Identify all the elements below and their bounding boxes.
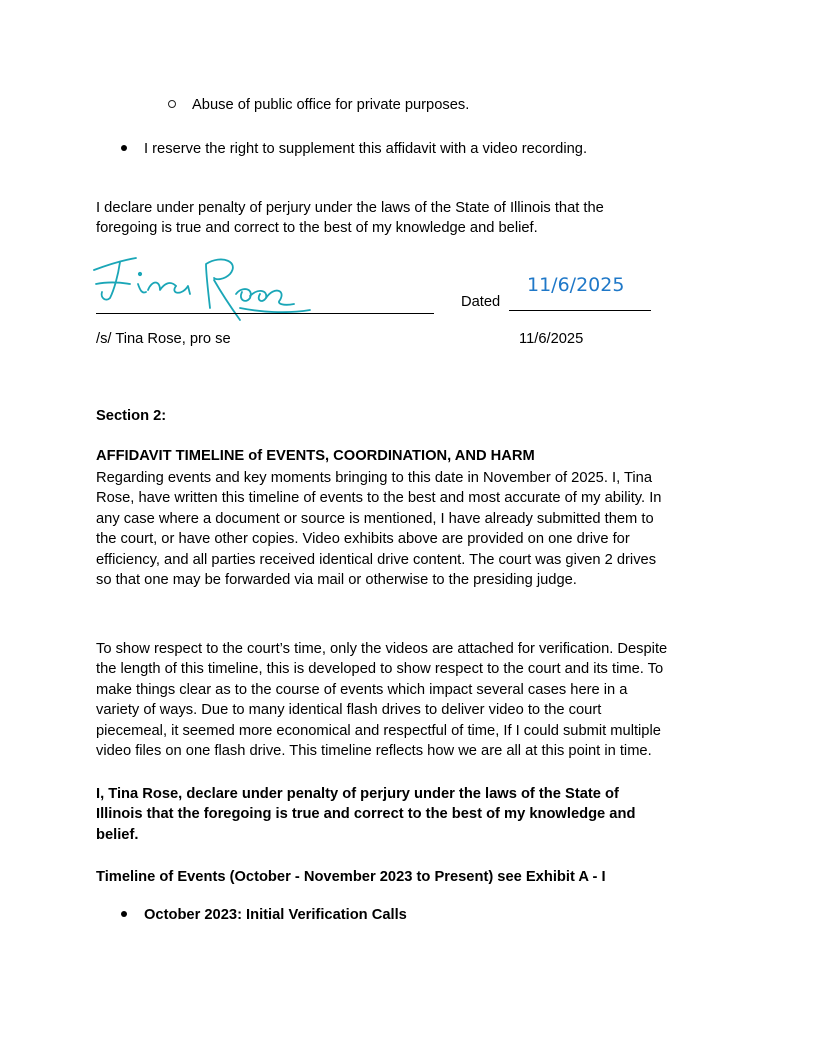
paragraph-line: make things clear as to the course of events which impact several cases here in a (96, 681, 628, 698)
signature-line (96, 313, 434, 314)
dot-bullet-icon (121, 911, 127, 917)
paragraph-line: Rose, have written this timeline of events to the best and most accurate of my ability. In (96, 490, 662, 507)
list-item: I reserve the right to supplement this affidavit with a video recording. (144, 141, 588, 157)
circle-bullet-icon (168, 100, 176, 108)
paragraph-line: so that one may be forwarded via mail or otherwise to the presiding judge. (96, 572, 577, 589)
date-line (509, 310, 651, 311)
timeline-heading: Timeline of Events (October - November 2023 to Present) see Exhibit A - I (96, 869, 606, 885)
timeline-item: October 2023: Initial Verification Calls (144, 907, 407, 923)
paragraph-line: piecemeal, it seemed more economical and respectful of time, If I could submit multiple (96, 722, 661, 739)
dot-bullet-icon (121, 145, 127, 151)
declaration-2 (96, 784, 736, 845)
declaration-line-2: foregoing is true and correct to the best of my knowledge and belief. (96, 220, 538, 236)
paragraph-line: Regarding events and key moments bringing to this date in November of 2025. I, Tina (96, 470, 652, 486)
declaration-line: Illinois that the foregoing is true and correct to the best of my knowledge and (96, 806, 636, 823)
paragraph-line: efficiency, and all parties received identical drive content. The court was given 2 drives (96, 551, 657, 568)
list-sub-item: Abuse of public office for private purposes. (192, 97, 470, 113)
section-title: AFFIDAVIT TIMELINE of EVENTS, COORDINATION, AND HARM (96, 448, 535, 464)
paragraph-line: the court, or have other copies. Video exhibits above are provided on one drive for (96, 531, 630, 548)
declaration-line-1: I declare under penalty of perjury under the laws of the State of Illinois that the (96, 200, 604, 216)
paragraph-2 (96, 639, 736, 761)
paragraph-line: any case where a document or source is mentioned, I have already submitted them to (96, 510, 654, 527)
paragraph-line: the length of this timeline, this is developed to show respect to the court and its time. To (96, 661, 664, 678)
paragraph-line: To show respect to the court’s time, only the videos are attached for verification. Despite (96, 641, 668, 657)
declaration-line: I, Tina Rose, declare under penalty of perjury under the laws of the State of (96, 786, 619, 802)
paragraph-1 (96, 468, 736, 590)
declaration-line: belief. (96, 826, 139, 843)
dated-label: Dated (461, 294, 501, 310)
handwritten-signature (90, 250, 330, 326)
paragraph-line: video files on one flash drive. This timeline reflects how we are all at this point in time. (96, 743, 652, 760)
section-heading: Section 2: (96, 408, 167, 424)
paragraph-line: variety of ways. Due to many identical flash drives to deliver video to the court (96, 702, 602, 719)
handwritten-date: 11/6/2025 (527, 274, 625, 296)
signed-by: /s/ Tina Rose, pro se (96, 331, 231, 347)
date-printed: 11/6/2025 (519, 331, 584, 347)
